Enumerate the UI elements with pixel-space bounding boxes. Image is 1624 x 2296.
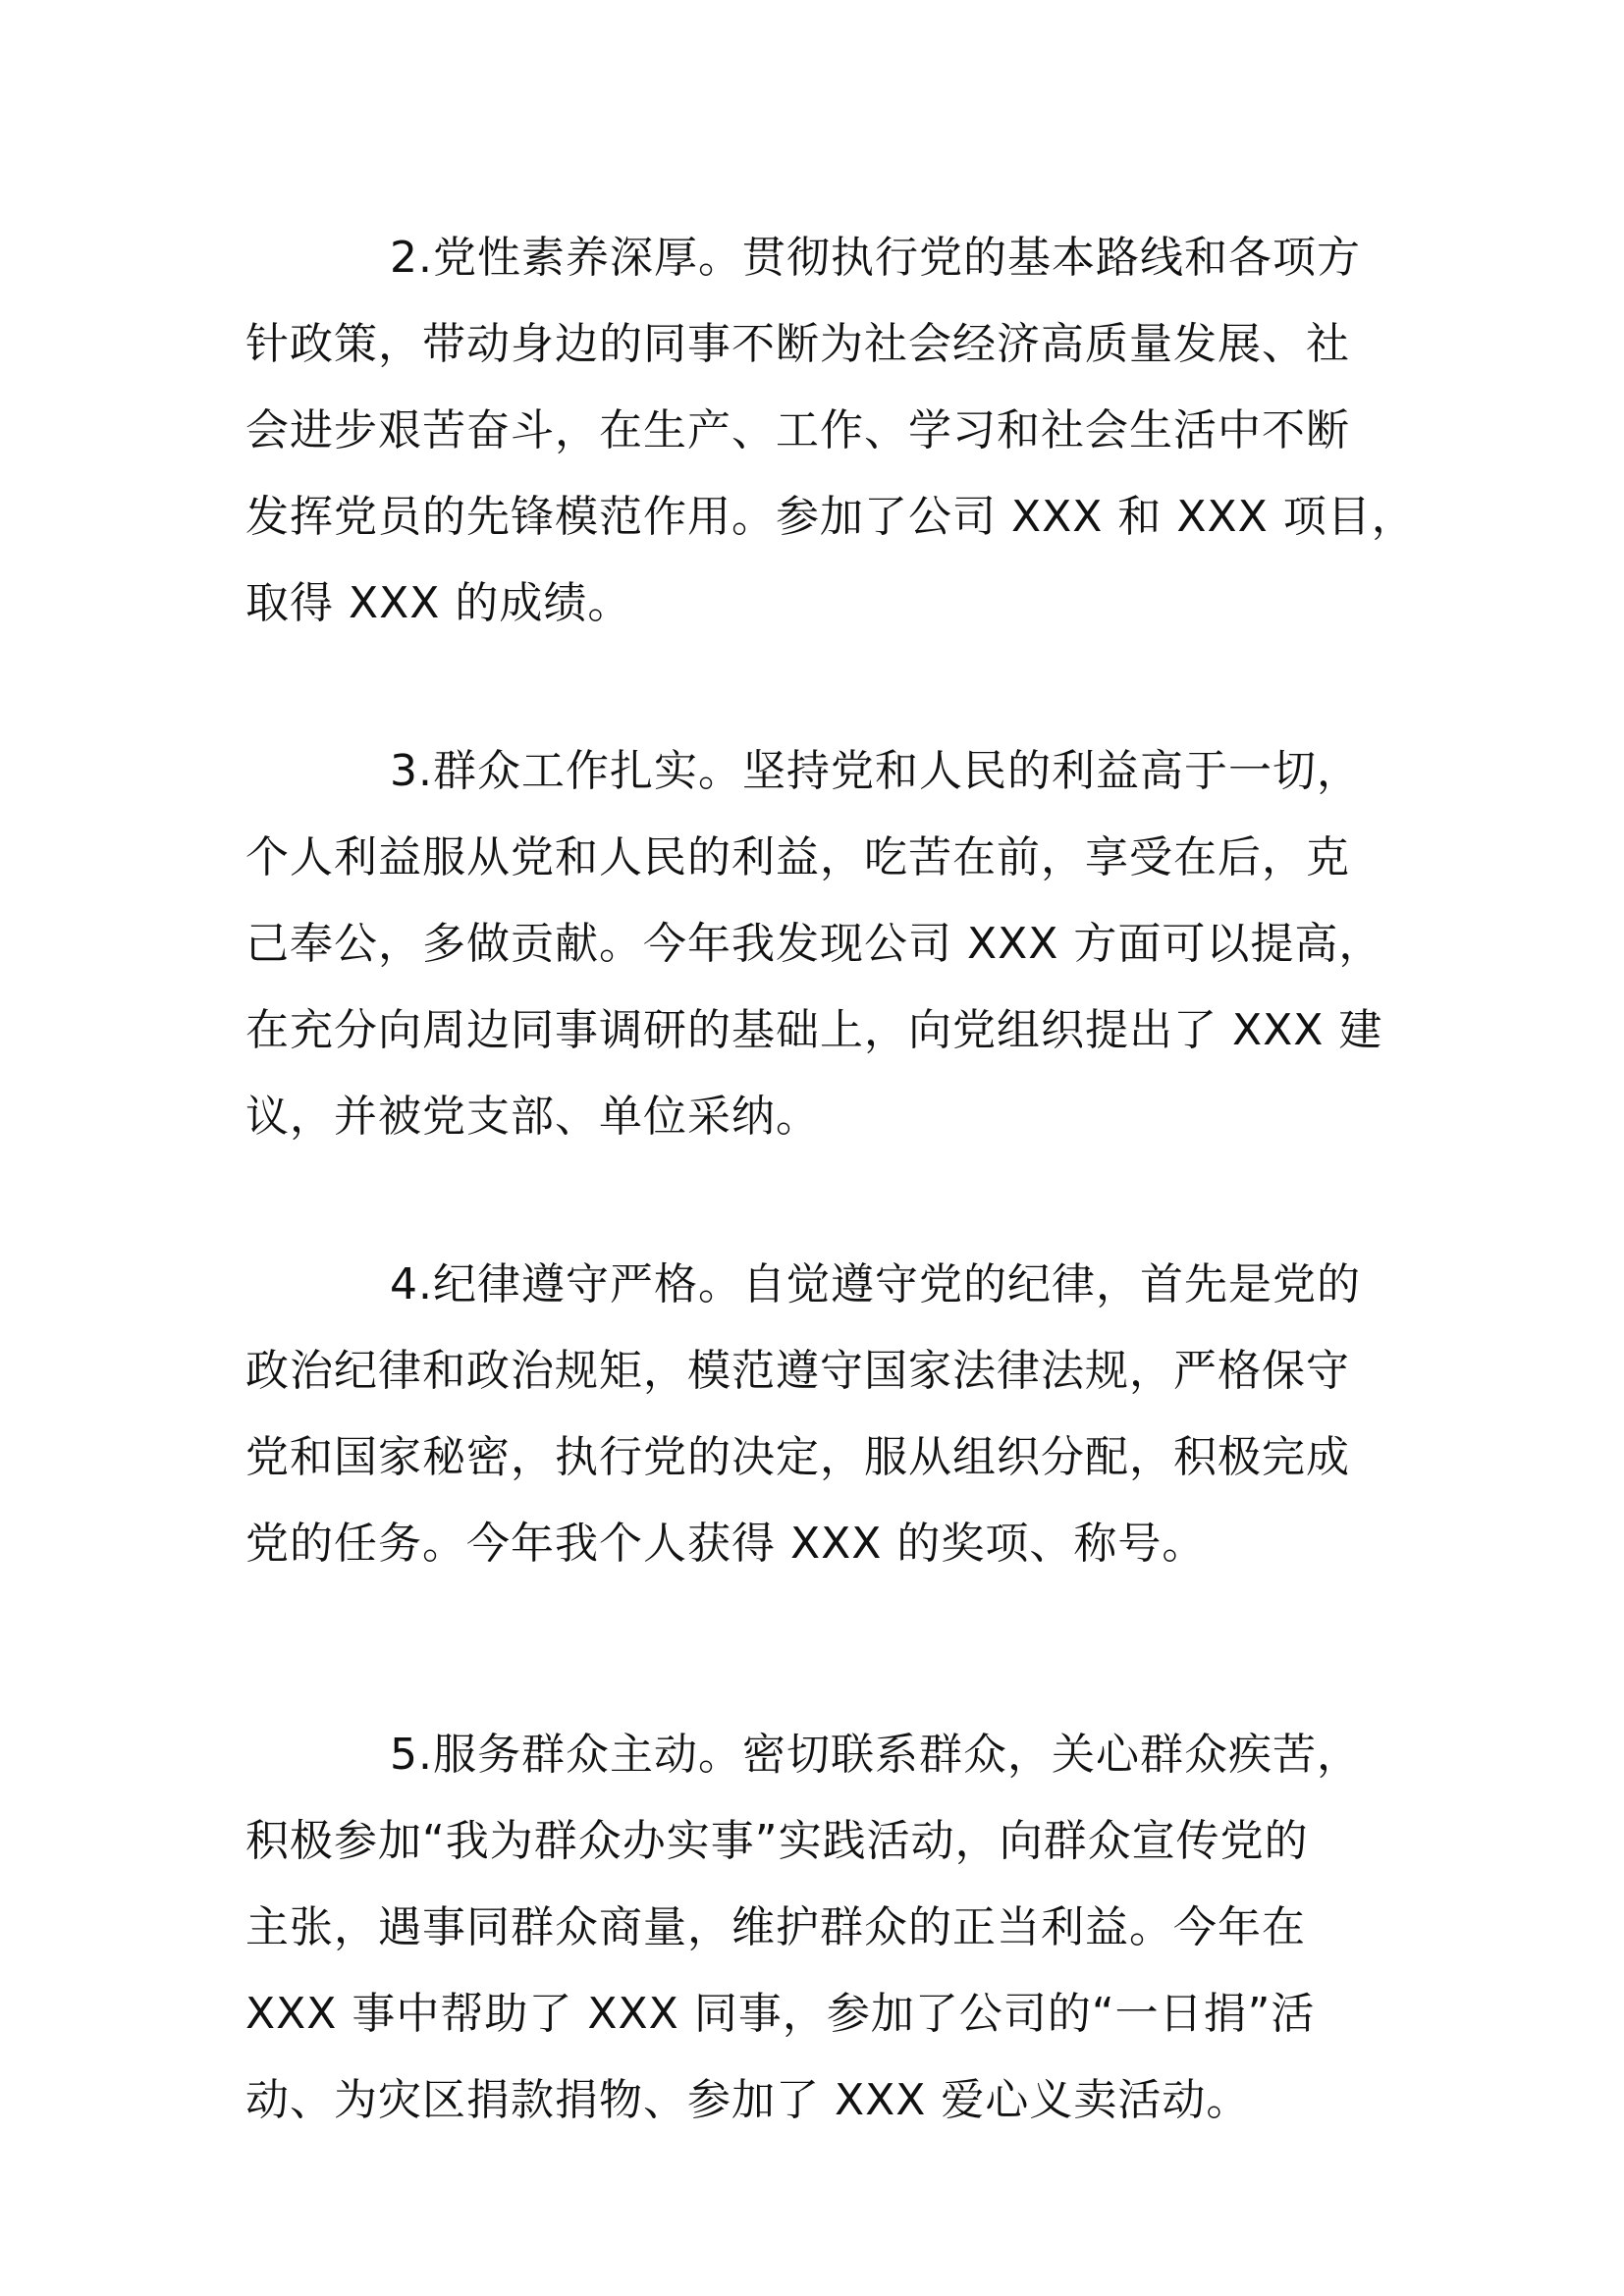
paragraph-line: 己奉公，多做贡献。今年我发现公司 XXX 方面可以提高， — [245, 919, 1383, 969]
paragraph-line: 2.党性素养深厚。贯彻执行党的基本路线和各项方 — [390, 233, 1361, 283]
paragraph-discipline — [245, 1242, 1361, 1587]
paragraph-line: 取得 XXX 的成绩。 — [245, 578, 632, 628]
paragraph-line: 党的任务。今年我个人获得 XXX 的奖项、称号。 — [245, 1519, 1207, 1569]
paragraph-line: XXX 事中帮助了 XXX 同事，参加了公司的“一日捐”活 — [245, 1989, 1316, 2039]
paragraph-line: 发挥党员的先锋模范作用。参加了公司 XXX 和 XXX 项目， — [245, 492, 1416, 542]
paragraph-line: 4.纪律遵守严格。自觉遵守党的纪律，首先是党的 — [390, 1259, 1361, 1309]
paragraph-party-literacy — [245, 215, 1416, 647]
paragraph-line: 动、为灾区捐款捐物、参加了 XXX 爱心义卖活动。 — [245, 2075, 1251, 2125]
paragraph-line: 针政策，带动身边的同事不断为社会经济高质量发展、社 — [245, 319, 1350, 369]
paragraph-line: 会进步艰苦奋斗，在生产、工作、学习和社会生活中不断 — [245, 405, 1350, 455]
paragraph-line: 在充分向周边同事调研的基础上，向党组织提出了 XXX 建 — [245, 1005, 1383, 1055]
paragraph-mass-work — [245, 728, 1382, 1160]
paragraph-line: 个人利益服从党和人民的利益，吃苦在前，享受在后，克 — [245, 832, 1350, 882]
paragraph-line: 5.服务群众主动。密切联系群众，关心群众疾苦， — [390, 1730, 1361, 1780]
paragraph-line: 政治纪律和政治规矩，模范遵守国家法律法规，严格保守 — [245, 1346, 1350, 1396]
paragraph-line: 主张，遇事同群众商量，维护群众的正当利益。今年在 — [245, 1902, 1306, 1952]
paragraph-line: 党和国家秘密，执行党的决定，服从组织分配，积极完成 — [245, 1432, 1350, 1482]
paragraph-serve-masses — [245, 1712, 1361, 2144]
paragraph-line: 3.群众工作扎实。坚持党和人民的利益高于一切， — [390, 746, 1361, 796]
paragraph-line: 积极参加“我为群众办实事”实践活动，向群众宣传党的 — [245, 1816, 1309, 1866]
paragraph-line: 议，并被党支部、单位采纳。 — [245, 1092, 820, 1142]
